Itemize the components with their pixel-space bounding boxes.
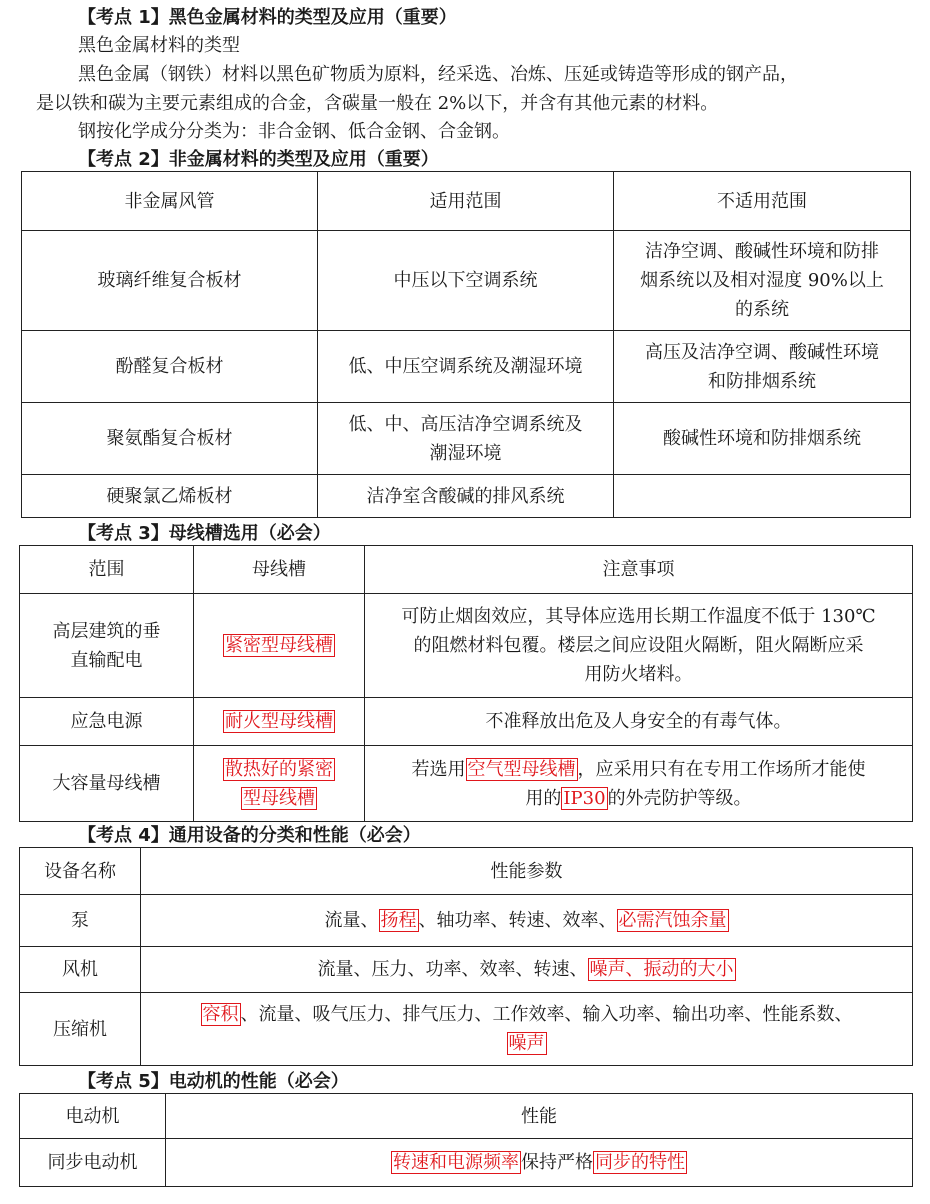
equipment-name-cell: 风机 <box>20 947 141 993</box>
motor-table <box>19 1093 913 1187</box>
section-1-heading: 【考点 1】黑色金属材料的类型及应用（重要） <box>78 7 457 28</box>
motor-name-cell: 同步电动机 <box>20 1139 166 1187</box>
note-cell: 不准释放出危及人身安全的有毒气体。 <box>365 698 913 746</box>
range-cell: 大容量母线槽 <box>20 746 194 822</box>
highlighted-term: 耐火型母线槽 <box>225 711 333 732</box>
highlighted-term: 扬程 <box>380 910 417 931</box>
not-applicable-scope-cell: 酸碱性环境和防排烟系统 <box>614 403 911 475</box>
text-fragment: 的外壳防护等级。 <box>607 787 752 809</box>
busway-cell <box>194 698 365 746</box>
header-cell: 非金属风管 <box>22 172 318 231</box>
highlighted-term: 型母线槽 <box>243 787 315 809</box>
section-1-paragraph-line-1: 黑色金属（钢铁）材料以黑色矿物质为原料，经采选、冶炼、压延或铸造等形成的钢产品， <box>78 64 798 85</box>
section-1-steel-classification: 钢按化学成分分类为：非合金钢、低合金钢、合金钢。 <box>78 121 510 142</box>
section-1-subtitle: 黑色金属材料的类型 <box>78 35 240 56</box>
section-3-heading: 【考点 3】母线槽选用（必会） <box>78 523 331 544</box>
highlighted-term: 容积 <box>202 1004 239 1025</box>
parameters-cell <box>141 947 913 993</box>
header-cell: 适用范围 <box>318 172 614 231</box>
highlighted-term: 噪声 <box>508 1033 545 1054</box>
performance-cell <box>166 1139 913 1187</box>
table-row <box>20 993 913 1066</box>
applicable-scope-cell: 中压以下空调系统 <box>318 231 614 331</box>
highlighted-term: 空气型母线槽 <box>467 758 576 780</box>
table-row <box>22 403 911 475</box>
header-cell: 性能 <box>166 1094 913 1139</box>
text-line: 可防止烟囱效应，其导体应选用长期工作温度不低于 130℃ <box>401 606 876 627</box>
range-cell: 应急电源 <box>20 698 194 746</box>
duct-name-cell: 酚醛复合板材 <box>22 331 318 403</box>
section-4-heading: 【考点 4】通用设备的分类和性能（必会） <box>78 825 421 846</box>
note-cell <box>365 746 913 822</box>
equipment-name-cell: 压缩机 <box>20 993 141 1066</box>
text-fragment: 保持严格 <box>521 1152 593 1173</box>
parameters-cell <box>141 895 913 947</box>
text-line: 直输配电 <box>70 649 143 671</box>
table-row <box>20 594 913 698</box>
text-fragment: 、流量、吸气压力、排气压力、工作效率、输入功率、输出功率、性能系数、 <box>240 1004 853 1025</box>
busway-table <box>19 545 913 822</box>
text-line: 低、中、高压洁净空调系统及 <box>348 413 583 435</box>
applicable-scope-cell: 洁净室含酸碱的排风系统 <box>318 475 614 518</box>
text-line: 高层建筑的垂 <box>52 620 161 642</box>
table-header-row <box>22 172 911 231</box>
header-cell: 注意事项 <box>365 546 913 594</box>
busway-cell <box>194 594 365 698</box>
text-line: 和防排烟系统 <box>708 370 816 392</box>
highlighted-term: 转速和电源频率 <box>393 1152 519 1173</box>
section-1-paragraph-line-2: 是以铁和碳为主要元素组成的合金，含碳量一般在 2%以下，并含有其他元素的材料。 <box>36 93 719 114</box>
duct-name-cell: 聚氨酯复合板材 <box>22 403 318 475</box>
applicable-scope-cell: 低、中压空调系统及潮湿环境 <box>318 331 614 403</box>
text-line: 潮湿环境 <box>429 442 502 464</box>
header-cell: 设备名称 <box>20 848 141 895</box>
table-row <box>20 698 913 746</box>
text-fragment: 流量、压力、功率、效率、转速、 <box>317 959 588 980</box>
text-fragment: 、轴功率、转速、效率、 <box>418 910 617 931</box>
table-row <box>22 475 911 518</box>
section-2-heading: 【考点 2】非金属材料的类型及应用（重要） <box>78 149 439 170</box>
section-5-heading: 【考点 5】电动机的性能（必会） <box>78 1071 349 1092</box>
table-row <box>20 1139 913 1187</box>
highlighted-term: 同步的特性 <box>595 1152 685 1173</box>
table-row <box>20 947 913 993</box>
text-line: 的阻燃材料包覆。楼层之间应设阻火隔断，阻火隔断应采 <box>413 635 864 656</box>
highlighted-term: IP30 <box>563 787 606 809</box>
not-applicable-scope-cell <box>614 231 911 331</box>
table-row <box>20 746 913 822</box>
text-line: 洁净空调、酸碱性环境和防排 <box>645 241 879 262</box>
table-row <box>22 231 911 331</box>
text-line: 用防火堵料。 <box>584 664 693 685</box>
table-header-row <box>20 1094 913 1139</box>
header-cell: 范围 <box>20 546 194 594</box>
text-fragment: 用的 <box>525 787 562 809</box>
header-cell: 性能参数 <box>141 848 913 895</box>
not-applicable-scope-cell <box>614 331 911 403</box>
equipment-name-cell: 泵 <box>20 895 141 947</box>
text-line: 烟系统以及相对湿度 90%以上 <box>640 270 884 291</box>
table-header-row <box>20 546 913 594</box>
text-line: 高压及洁净空调、酸碱性环境 <box>645 341 879 363</box>
parameters-cell <box>141 993 913 1066</box>
table-header-row <box>20 848 913 895</box>
header-cell: 电动机 <box>20 1094 166 1139</box>
applicable-scope-cell <box>318 403 614 475</box>
highlighted-term: 散热好的紧密 <box>225 758 333 780</box>
highlighted-term: 紧密型母线槽 <box>225 635 333 656</box>
duct-name-cell: 硬聚氯乙烯板材 <box>22 475 318 518</box>
table-row <box>20 895 913 947</box>
range-cell <box>20 594 194 698</box>
text-line: 的系统 <box>735 299 789 320</box>
header-cell: 不适用范围 <box>614 172 911 231</box>
text-fragment: 流量、 <box>324 910 379 931</box>
text-fragment: ，应采用只有在专用工作场所才能使 <box>577 758 866 780</box>
text-fragment: 若选用 <box>411 758 466 780</box>
general-equipment-table <box>19 847 913 1066</box>
busway-cell <box>194 746 365 822</box>
note-cell <box>365 594 913 698</box>
header-cell: 母线槽 <box>194 546 365 594</box>
nonmetal-duct-table <box>21 171 911 518</box>
highlighted-term: 噪声、振动的大小 <box>589 959 734 980</box>
table-row <box>22 331 911 403</box>
duct-name-cell: 玻璃纤维复合板材 <box>22 231 318 331</box>
highlighted-term: 必需汽蚀余量 <box>618 910 727 931</box>
not-applicable-scope-cell <box>614 475 911 518</box>
